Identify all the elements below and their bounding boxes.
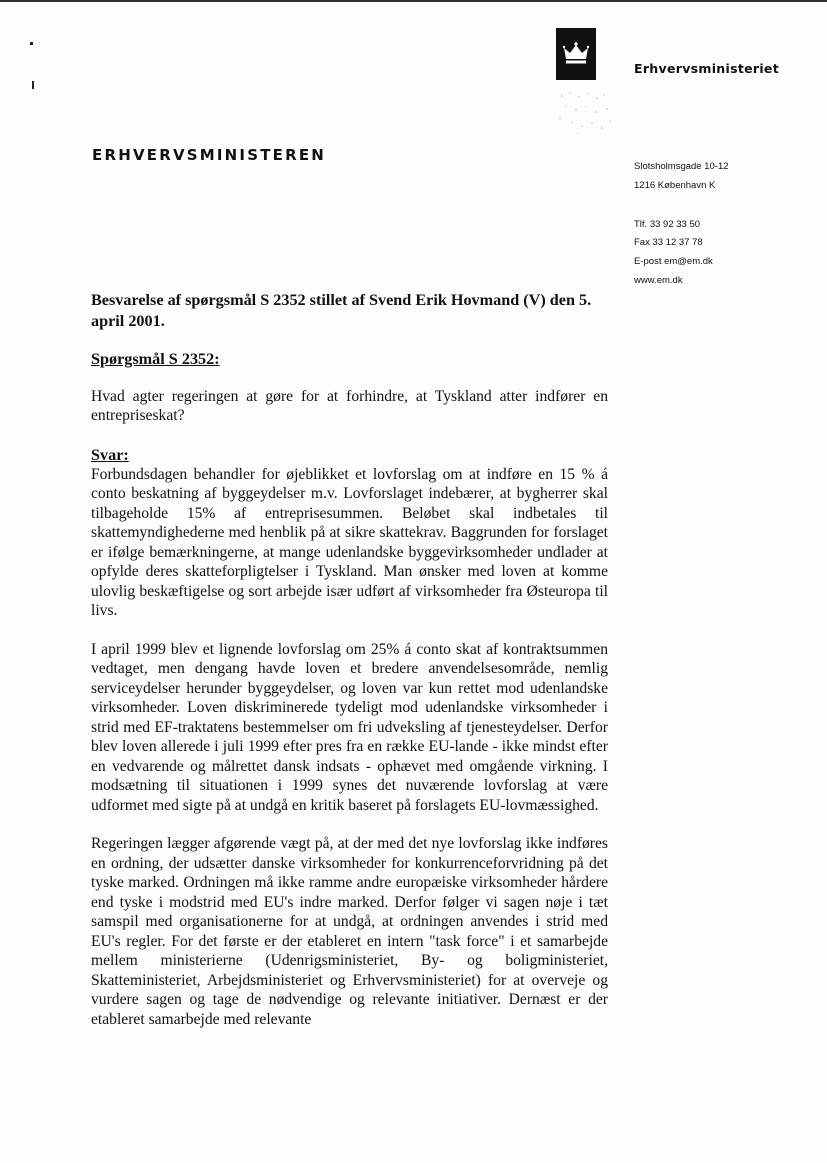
address-fax: Fax 33 12 37 78 [634, 237, 703, 248]
answer-paragraph-1: Forbundsdagen behandler for øjeblikket et lovforslag om at indføre en 15 % á conto beskatning af byggeydelser m.v. Lovforslaget indebærer, at bygherrer skal tilbageholde 15% af entreprisesummen. Beløbet skal indbetales til skattemyndighederne med henblik på at sikre skattekrav. Baggrunden for forslaget er ifølge bemærkningerne, at mange udenlandske byggevirksomheder undlader at opfylde deres skatteforpligtelser i Tyskland. Man ønsker med loven at komme ulovlig beskæftigelse og sort arbejde især udført af virksomheder fra Østeuropa til livs. [91, 465, 608, 619]
answer-paragraph-3: Regeringen lægger afgørende vægt på, at der med det nye lovforslag ikke indføres en ordning, der udsætter danske virksomheder for konkurrenceforvridning på det tyske marked. Ordningen må ikke ramme andre europæiske virksomheder hårdere end tyske i modstrid med EU's indre marked. Derfor følger vi sagen nøje i tæt samspil med organisationerne for at undgå, at ordningen anvendes i strid med EU's regler. For det første er der etableret en intern "task force" i et samarbejde mellem ministerierne (Udenrigsministeriet, By- og boligministeriet, Skatteministeriet, Arbejdsministeriet og Erhvervsministeriet) for at overveje og vurdere sagen og tage de nødvendige og relevante initiativer. Dernæst er der etableret samarbejde med relevante [91, 835, 608, 1028]
address-city: 1216 København K [634, 180, 716, 191]
letterhead-title: ERHVERVSMINISTEREN [92, 146, 327, 164]
address-street: Slotsholmsgade 10-12 [634, 161, 729, 172]
scan-noise [552, 88, 616, 138]
letter-body [91, 290, 608, 1029]
scan-top-edge [0, 0, 827, 2]
scan-speck [30, 42, 33, 45]
address-email: E-post em@em.dk [634, 256, 713, 267]
question-text: Hvad agter regeringen at gøre for at forhindre, at Tyskland atter indfører en entrepriseskat? [91, 387, 608, 424]
ministry-name: Erhvervsministeriet [634, 61, 779, 76]
scan-speck [32, 81, 34, 89]
question-label: Spørgsmål S 2352: [91, 350, 220, 368]
document-heading: Besvarelse af spørgsmål S 2352 stillet af Svend Erik Hovmand (V) den 5. april 2001. [91, 291, 592, 330]
crown-icon [562, 41, 590, 67]
address-web: www.em.dk [634, 275, 683, 286]
address-phone: Tlf. 33 92 33 50 [634, 219, 701, 230]
ministry-logo [556, 28, 596, 80]
answer-paragraph-2: I april 1999 blev et lignende lovforslag om 25% á conto skat af kontraktsummen vedtaget, men dengang havde loven et bredere anvendelsesområde, nemlig serviceydelser herunder byggeydelser, og loven var kun rettet mod udenlandske virksomheder. Loven diskriminerede tydeligt mod udenlandske virksomheder i strid med EF-traktatens bestemmelser om fri udveksling af tjenesteydelser. Derfor blev loven allerede i juli 1999 efter pres fra en række EU-lande - ikke mindst efter en vedvarende og målrettet dansk indsats - ophævet med omgående virkning. I modsætning til situationen i 1999 synes det nuværende lovforslag at være udformet med sigte på at undgå en kritik baseret på forslagets EU-lovmæssighed. [91, 640, 608, 814]
answer-label: Svar: [91, 445, 129, 464]
